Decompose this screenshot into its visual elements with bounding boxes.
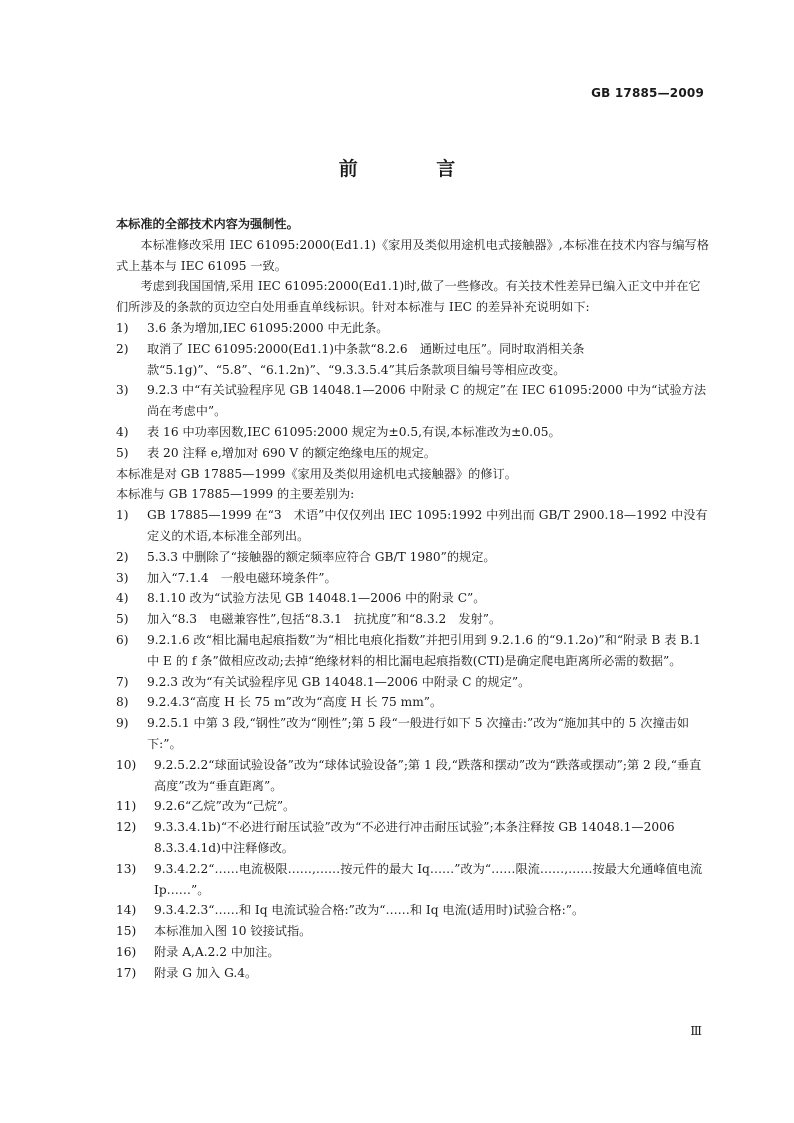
list-item [116,318,710,339]
item-number: 3) [116,570,129,585]
list-item [116,630,710,672]
item-text: 9.2.3 中“有关试验程序见 GB 14048.1—2006 中附录 C 的规定”在 IEC 61095:2000 中为“试验方法尚在考虑中”。 [147,383,707,419]
item-text: 9.3.4.2.3“……和 Iq 电流试验合格:”改为“……和 Iq 电流(适用时)试验合格:”。 [154,903,585,918]
item-text: 9.2.1.6 改“相比漏电起痕指数”为“相比电痕化指数”并把引用到 9.2.1.6 的“9.1.2o)”和“附录 B 表 B.1 中 E 的 f 条”做相应改动;去掉“绝缘材料的相比漏电起痕指数(CTI)是确定爬电距离所必需的数据”。 [147,632,701,668]
item-text: 9.2.5.1 中第 3 段,“钢性”改为“刚性”;第 5 段“一般进行如下 5 次撞击:”改为“施加其中的 5 次撞击如下:”。 [147,716,690,751]
page-title: 前 言 [338,158,492,180]
item-text: 取消了 IEC 61095:2000(Ed1.1)中条款“8.2.6 通断过电压”。同时取消相关条款“5.1g)”、“5.8”、“6.1.2n)”、“9.3.3.5.4”其后条款项目编号等相应改变。 [147,341,585,377]
item-text: 加入“7.1.4 一般电磁环境条件”。 [147,570,337,585]
item-text: 9.2.4.3“高度 H 长 75 m”改为“高度 H 长 75 mm”。 [147,695,443,710]
item-number: 5) [116,612,129,627]
foreword-body [116,214,710,983]
item-text: GB 17885—1999 在“3 术语”中仅仅列出 IEC 1095:1992 中列出而 GB/T 2900.18—1992 中没有定义的术语,本标准全部列出。 [147,508,708,543]
item-number: 15) [116,924,137,939]
list-item [116,713,710,755]
list-item [116,796,710,817]
list-item [116,942,710,963]
item-number: 9) [116,716,129,731]
standard-number: GB 17885—2009 [591,86,704,100]
list-item [116,817,710,859]
list-item [116,547,710,568]
item-number: 13) [116,861,137,876]
item-number: 4) [116,424,129,439]
item-number: 10) [116,757,137,772]
list-item [116,692,710,713]
list-item [116,609,710,630]
list-item [116,422,710,443]
item-number: 3) [116,383,129,398]
list-item [116,900,710,921]
item-number: 5) [116,445,129,460]
list-item [116,339,710,381]
list-item [116,443,710,464]
item-number: 7) [116,674,129,689]
list-item [116,568,710,589]
item-number: 2) [116,549,129,564]
item-number: 4) [116,591,129,606]
item-number: 1) [116,508,129,523]
item-number: 17) [116,965,137,980]
change-list [116,505,710,983]
item-number: 11) [116,799,137,814]
item-text: 9.2.6“乙烷”改为“己烷”。 [154,799,296,814]
item-text: 9.3.4.2.2“……电流极限……,……按元件的最大 Iq……”改为“……限流……,……按最大允通峰值电流 Ip……”。 [154,861,703,897]
paragraph-differences: 本标准与 GB 17885—1999 的主要差别为: [116,487,355,502]
list-item [116,921,710,942]
item-text: 本标准加入图 10 铰接试指。 [154,924,312,939]
list-item [116,755,710,797]
mandatory-statement: 本标准的全部技术内容为强制性。 [116,217,299,231]
item-number: 6) [116,632,129,647]
item-text: 附录 A,A.2.2 中加注。 [154,944,280,959]
list-item [116,963,710,984]
item-number: 2) [116,341,129,356]
item-text: 8.1.10 改为“试验方法见 GB 14048.1—2006 中的附录 C”。 [147,591,486,606]
page-number: Ⅲ [690,1024,701,1038]
item-text: 5.3.3 中删除了“接触器的额定频率应符合 GB/T 1980”的规定。 [147,549,496,564]
item-text: 附录 G 加入 G.4。 [154,965,258,980]
item-number: 14) [116,903,137,918]
paragraph-adoption: 本标准修改采用 IEC 61095:2000(Ed1.1)《家用及类似用途机电式接触器》,本标准在技术内容与编写格式上基本与 IEC 61095 一致。 [116,237,709,273]
list-item [116,672,710,693]
list-item [116,505,710,547]
item-number: 12) [116,820,137,835]
list-item [116,859,710,901]
diff-list [116,318,710,464]
item-text: 表 20 注释 e,增加对 690 V 的额定绝缘电压的规定。 [147,445,437,460]
item-number: 1) [116,320,129,335]
item-number: 8) [116,695,129,710]
paragraph-modifications: 考虑到我国国情,采用 IEC 61095:2000(Ed1.1)时,做了一些修改。有关技术性差异已编入正文中并在它们所涉及的条款的页边空白处用垂直单线标识。针对本标准与 IEC 的差异补充说明如下: [116,279,701,315]
item-number: 16) [116,944,137,959]
item-text: 9.3.3.4.1b)“不必进行耐压试验”改为“不必进行冲击耐压试验”;本条注释按 GB 14048.1—2006 8.3.3.4.1d)中注释修改。 [154,820,675,855]
item-text: 9.2.5.2.2“球面试验设备”改为“球体试验设备”;第 1 段,“跌落和摆动”改为“跌落或摆动”;第 2 段,“垂直高度”改为“垂直距离”。 [154,757,702,793]
item-text: 表 16 中功率因数,IEC 61095:2000 规定为±0.5,有误,本标准改为±0.05。 [147,424,561,439]
list-item [116,380,710,422]
list-item [116,588,710,609]
item-text: 加入“8.3 电磁兼容性”,包括“8.3.1 抗扰度”和“8.3.2 发射”。 [147,612,502,627]
item-text: 3.6 条为增加,IEC 61095:2000 中无此条。 [147,320,389,335]
paragraph-revision: 本标准是对 GB 17885—1999《家用及类似用途机电式接触器》的修订。 [116,466,517,481]
item-text: 9.2.3 改为“有关试验程序见 GB 14048.1—2006 中附录 C 的规定”。 [147,674,531,689]
